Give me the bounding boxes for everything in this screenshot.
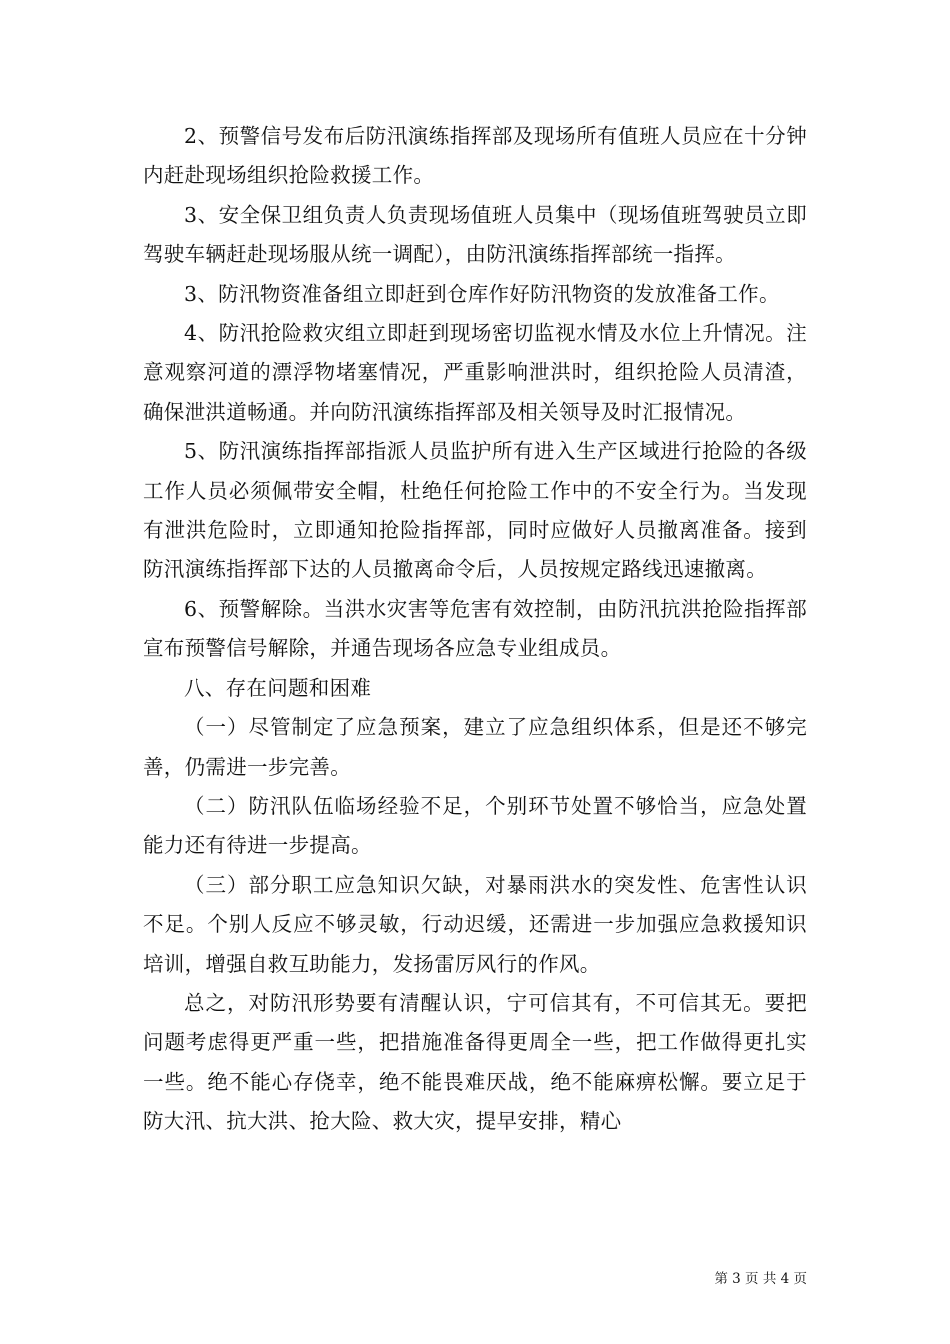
page-number-footer: 第 3 页 共 4 页 [714, 1271, 807, 1287]
paragraph-rescue-team: 4、防汛抢险救灾组立即赶到现场密切监视水情及水位上升情况。注意观察河道的漂浮物堵塞情况，严重影响泄洪时，组织抢险人员清渣，确保泄洪道畅通。并向防汛演练指挥部及相关领导及时汇报情况。 [143, 321, 807, 424]
paragraph-conclusion: 总之，对防汛形势要有清醒认识，宁可信其有，不可信其无。要把问题考虑得更严重一些，把措施准备得更周全一些，把工作做得更扎实一些。绝不能心存侥幸，绝不能畏难厌战，绝不能麻痹松懈。要立足于防大汛、抗大洪、抢大险、救大灾，提早安排，精心 [143, 990, 807, 1134]
paragraph-materials-team: 3、防汛物资准备组立即赶到仓库作好防汛物资的发放准备工作。 [184, 281, 780, 306]
paragraph-problem-1: （一）尽管制定了应急预案，建立了应急组织体系，但是还不够完善，仍需进一步完善。 [143, 715, 807, 779]
paragraph-problem-2: （二）防汛队伍临场经验不足，个别环节处置不够恰当，应急处置能力还有待进一步提高。 [143, 793, 807, 858]
paragraph-warning-lifted: 6、预警解除。当洪水灾害等危害有效控制，由防汛抗洪抢险指挥部宣布预警信号解除，并通告现场各应急专业组成员。 [143, 596, 807, 661]
document-body [143, 117, 807, 1142]
paragraph-warning-signal: 2、预警信号发布后防汛演练指挥部及现场所有值班人员应在十分钟内赶赴现场组织抢险救援工作。 [143, 124, 807, 188]
paragraph-security-team: 3、安全保卫组负责人负责现场值班人员集中（现场值班驾驶员立即驾驶车辆赶赴现场服从统一调配），由防汛演练指挥部统一指挥。 [143, 202, 807, 267]
paragraph-problem-3: （三）部分职工应急知识欠缺，对暴雨洪水的突发性、危害性认识不足。个别人反应不够灵敏，行动迟缓，还需进一步加强应急救援知识培训，增强自救互助能力，发扬雷厉风行的作风。 [143, 872, 807, 976]
section-heading-problems: 八、存在问题和困难 [184, 675, 372, 700]
paragraph-safety-supervision: 5、防汛演练指挥部指派人员监护所有进入生产区域进行抢险的各级工作人员必须佩带安全帽，杜绝任何抢险工作中的不安全行为。当发现有泄洪危险时，立即通知抢险指挥部，同时应做好人员撤离准备。接到防汛演练指挥部下达的人员撤离命令后，人员按规定路线迅速撤离。 [143, 439, 807, 582]
